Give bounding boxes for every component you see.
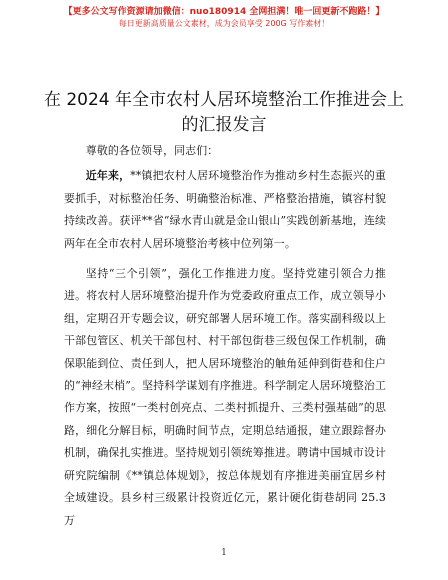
paragraph-2: 坚持“三个引领”，强化工作推进力度。坚持党建引领合力推进。将农村人居环境整治提升作为党委政府重点工作，成立领导小组，定期召开专题会议，研究部署人居环境工作。落实副科级以上干部包管区、机关干部包村、村干部包街巷三级包保工作机制，确保职能到位、责任到人，把人居环境整治的触角延伸到街巷和住户的“神经末梢”。坚持科学谋划有序推进。科学制定人居环境整治工作方案，按照“一类村创亮点、二类村抓提升、三类村强基础”的思路，细化分解目标，明确时间节点，定期总结通报，建立跟踪督办机制，确保扎实推进。坚持规划引领统筹推进。聘请中国城市设计研究院编制《**镇总体规划》，按总体规划有序推进美丽宜居乡村全域建设。县乡村三级累计投资近亿元，累计硬化街巷胡同 25.3 万 — [64, 267, 386, 527]
paragraph-1-text: **镇把农村人居环境整治作为推动乡村生态振兴的重要抓手，对标整治任务、明确整治标准、严格整治措施，镇容村貌持续改善。获评**省“绿水青山就是金山银山”实践创新基地，连续两年在全市农村人居环境整治考核中位列第一。 — [64, 169, 386, 250]
document-title-line2: 的汇报发言 — [181, 115, 267, 135]
document-body — [64, 140, 386, 532]
paragraph-1-lead: 近年来， — [85, 169, 131, 183]
page-number: 1 — [221, 548, 227, 558]
document-title — [40, 88, 408, 138]
promo-banner — [0, 6, 448, 29]
promo-banner-line2: 每日更新高质量公文素材，成为会员享受 200G 写作素材！ — [118, 19, 330, 28]
salutation: 尊敬的各位领导，同志们： — [85, 144, 219, 157]
paragraph-1 — [64, 165, 386, 255]
document-title-line1: 在 2024 年全市农村人居环境整治工作推进会上 — [43, 90, 405, 110]
promo-banner-line1: 【更多公文写作资源请加微信：nuo180914 全网担满！唯一回更新不跑路！】 — [63, 7, 385, 17]
